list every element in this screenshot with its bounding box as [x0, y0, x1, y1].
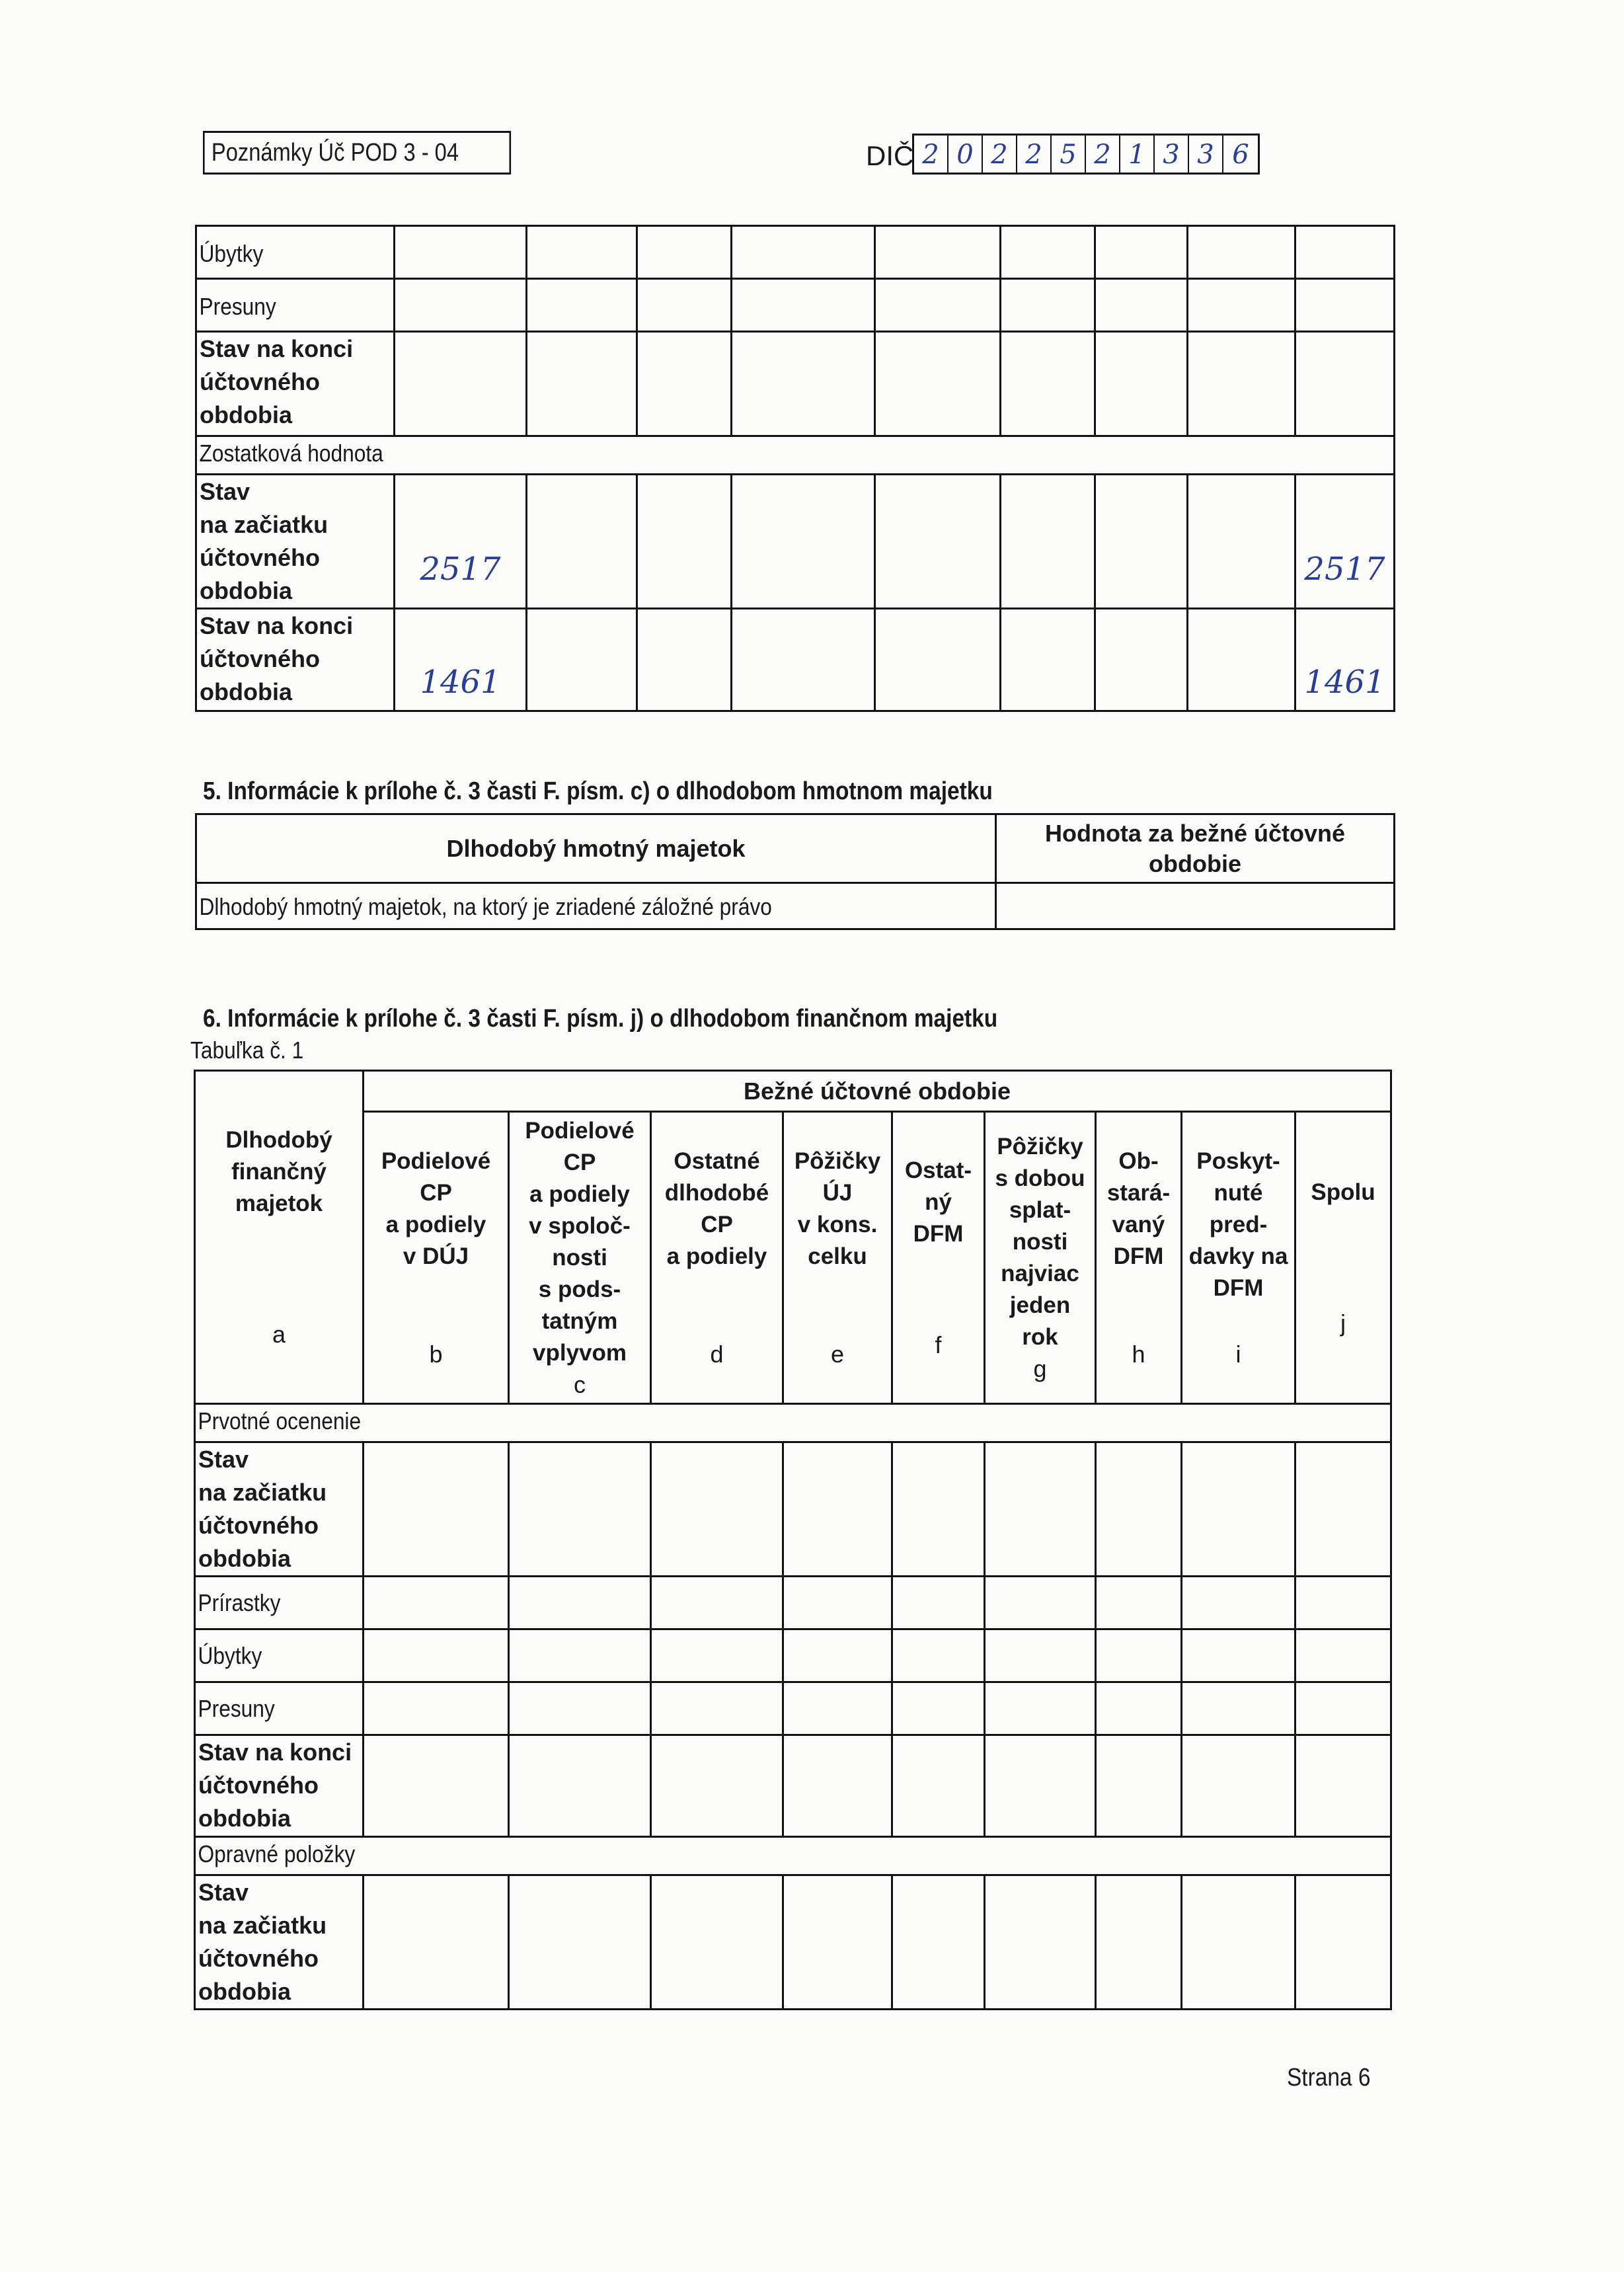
table-row — [196, 883, 1395, 929]
header-line: v spoloč- — [529, 1212, 631, 1239]
table-row — [196, 609, 1395, 711]
header-line: finančný — [231, 1158, 327, 1185]
col-header-c — [509, 1112, 651, 1404]
header-line: v DÚJ — [403, 1243, 469, 1269]
col-letter: c — [574, 1370, 586, 1398]
table-row — [196, 332, 1395, 436]
dic-digit: 2 — [983, 136, 1017, 173]
header-line: nuté — [1214, 1179, 1263, 1206]
table-row — [195, 1071, 1391, 1112]
label-line: účtovného — [200, 544, 321, 571]
table-row — [195, 1875, 1391, 2010]
period-header: Bežné účtovné obdobie — [364, 1071, 1391, 1112]
header-line: stará- — [1106, 1179, 1171, 1206]
header-line: jeden — [1009, 1292, 1071, 1318]
row-label-stav-zaciatku — [195, 1875, 364, 2010]
col-header-j — [1295, 1112, 1391, 1404]
header-line: davky na — [1188, 1243, 1288, 1269]
col-letter: d — [710, 1340, 724, 1368]
label-line: účtovného — [200, 645, 321, 672]
header-line: Dlhodobý — [225, 1126, 332, 1153]
header-line: Hodnota za bežné účtovné — [1044, 819, 1346, 847]
header-line: vplyvom — [533, 1339, 627, 1366]
header-line: a podiely — [666, 1243, 767, 1269]
dic-label: DIČ — [866, 140, 914, 171]
col-header-b — [364, 1112, 509, 1404]
table-row — [196, 226, 1395, 279]
section5-table — [195, 813, 1395, 930]
row-label-presuny: Presuny — [199, 293, 276, 320]
col-header-a — [195, 1071, 364, 1404]
label-line: Stav na konci — [200, 612, 354, 639]
col-header-f — [892, 1112, 985, 1404]
row-label-ubytky: Úbytky — [199, 240, 264, 267]
row-label-prirastky: Prírastky — [198, 1589, 281, 1616]
header-line: Pôžičky — [794, 1148, 881, 1174]
table-row — [195, 1682, 1391, 1735]
row-label-stav-konci — [196, 332, 395, 436]
row-label-stav-zaciatku — [195, 1442, 364, 1577]
header-line: celku — [808, 1243, 867, 1269]
header-line: Ostatné — [674, 1148, 760, 1174]
row-label-zalozne: Dlhodobý hmotný majetok, na ktorý je zriadené záložné právo — [199, 893, 772, 920]
header-line: Poskyt- — [1196, 1148, 1280, 1174]
label-line: obdobia — [200, 678, 292, 705]
col-header-e — [783, 1112, 892, 1404]
label-line: účtovného — [198, 1945, 319, 1972]
dic-digit: 1 — [1120, 136, 1155, 173]
section6-title: 6. Informácie k prílohe č. 3 časti F. písm. j) o dlhodobom finančnom majetku — [203, 1005, 998, 1033]
header-line: a podiely — [529, 1181, 630, 1207]
header-line: ÚJ — [822, 1179, 853, 1206]
dic-digit: 2 — [914, 136, 948, 173]
label-line: účtovného — [198, 1772, 319, 1799]
section-label-opravne: Opravné položky — [198, 1840, 356, 1867]
col-header-i — [1182, 1112, 1295, 1404]
col-letter: b — [429, 1340, 443, 1368]
label-line: obdobia — [198, 1545, 291, 1572]
table-row — [196, 814, 1395, 883]
value-cell: 1461 — [1295, 609, 1395, 711]
col-header-h — [1096, 1112, 1182, 1404]
header-line: CP — [563, 1149, 596, 1175]
label-line: obdobia — [198, 1805, 291, 1832]
table-row — [196, 436, 1395, 475]
header-line: Ostat- — [904, 1157, 972, 1183]
col-header-g — [985, 1112, 1096, 1404]
header-line: ný — [925, 1189, 952, 1215]
table-row — [195, 1577, 1391, 1629]
section5-title: 5. Informácie k prílohe č. 3 časti F. písm. c) o dlhodobom hmotnom majetku — [203, 777, 993, 805]
header-line: nosti — [552, 1244, 607, 1271]
col-letter: h — [1132, 1340, 1145, 1368]
label-line: obdobia — [200, 401, 292, 428]
header-line: s dobou — [995, 1165, 1085, 1191]
page-number: Strana 6 — [1287, 2064, 1371, 2092]
label-line: na začiatku — [198, 1912, 327, 1939]
header-line: CP — [701, 1211, 733, 1237]
section-label-prvotne: Prvotné ocenenie — [198, 1407, 362, 1434]
header-line: najviac — [1001, 1260, 1079, 1286]
row-label-stav-konci — [196, 609, 395, 711]
table-row — [196, 475, 1395, 609]
asset-table-continuation — [195, 225, 1395, 712]
label-line: Stav na konci — [198, 1739, 352, 1766]
dic-digit: 3 — [1189, 136, 1223, 173]
row-label-stav-zaciatku — [196, 475, 395, 609]
col-letter: e — [830, 1340, 845, 1368]
dic-digit: 0 — [948, 136, 983, 173]
header-line: vaný — [1112, 1211, 1165, 1237]
table-row — [195, 1404, 1391, 1442]
header-line: splat- — [1009, 1196, 1071, 1223]
label-line: na začiatku — [198, 1479, 327, 1506]
section-label-zostatkova: Zostatková hodnota — [199, 440, 383, 467]
header-line: obdobie — [1149, 849, 1241, 877]
label-line: obdobia — [198, 1978, 291, 2005]
header-line: tatným — [541, 1308, 618, 1334]
table-row — [196, 279, 1395, 332]
header-line: rok — [1022, 1323, 1058, 1350]
header-line: Podielové — [525, 1117, 635, 1144]
col-letter: a — [272, 1320, 286, 1348]
header-line: CP — [420, 1179, 452, 1206]
dic-digit: 2 — [1086, 136, 1120, 173]
header-line: a podiely — [385, 1211, 486, 1237]
dic-boxes — [912, 134, 1260, 175]
header-line: DFM — [913, 1220, 964, 1247]
header-line: v kons. — [797, 1211, 878, 1237]
dic-digit: 5 — [1052, 136, 1086, 173]
dfm-table — [194, 1070, 1392, 2010]
header-dhm: Dlhodobý hmotný majetok — [196, 814, 996, 883]
header-hodnota — [996, 814, 1395, 883]
header-line: nosti — [1012, 1228, 1068, 1255]
header-line: Ob- — [1118, 1148, 1159, 1174]
label-line: na začiatku — [200, 511, 329, 538]
col-header-d — [651, 1112, 783, 1404]
header-line: DFM — [1213, 1274, 1264, 1301]
header-line: pred- — [1209, 1211, 1268, 1237]
table-row — [195, 1629, 1391, 1682]
table-row — [195, 1735, 1391, 1837]
header-line: majetok — [235, 1190, 323, 1216]
header-line: s pods- — [538, 1276, 621, 1302]
header-line: Pôžičky — [997, 1133, 1083, 1159]
row-label-stav-konci — [195, 1735, 364, 1837]
header-line: dlhodobé — [664, 1179, 769, 1206]
dic-digit: 3 — [1155, 136, 1189, 173]
table-row — [195, 1112, 1391, 1404]
label-line: obdobia — [200, 577, 292, 604]
value-cell: 1461 — [395, 609, 527, 711]
col-letter: i — [1235, 1340, 1241, 1368]
table-row — [195, 1442, 1391, 1577]
table-caption: Tabuľka č. 1 — [190, 1037, 304, 1064]
label-line: Stav — [200, 478, 251, 505]
header-line: DFM — [1113, 1243, 1164, 1269]
value-cell: 2517 — [1295, 475, 1395, 609]
row-label-ubytky: Úbytky — [198, 1642, 262, 1669]
value-cell: 2517 — [395, 475, 527, 609]
label-line: Stav — [198, 1446, 249, 1473]
row-label-presuny: Presuny — [198, 1695, 275, 1722]
form-label: Poznámky Úč POD 3 - 04 — [203, 131, 511, 175]
header-line: Podielové — [381, 1148, 491, 1174]
col-letter: g — [1033, 1354, 1047, 1382]
header-line: Spolu — [1311, 1179, 1375, 1205]
col-letter: j — [1340, 1309, 1346, 1337]
dic-digit: 2 — [1017, 136, 1052, 173]
label-line: účtovného — [200, 368, 321, 395]
label-line: Stav — [198, 1879, 249, 1906]
table-row — [195, 1837, 1391, 1875]
col-letter: f — [935, 1331, 942, 1358]
label-line: účtovného — [198, 1512, 319, 1539]
label-line: Stav na konci — [200, 335, 354, 362]
dic-digit: 6 — [1232, 139, 1249, 170]
